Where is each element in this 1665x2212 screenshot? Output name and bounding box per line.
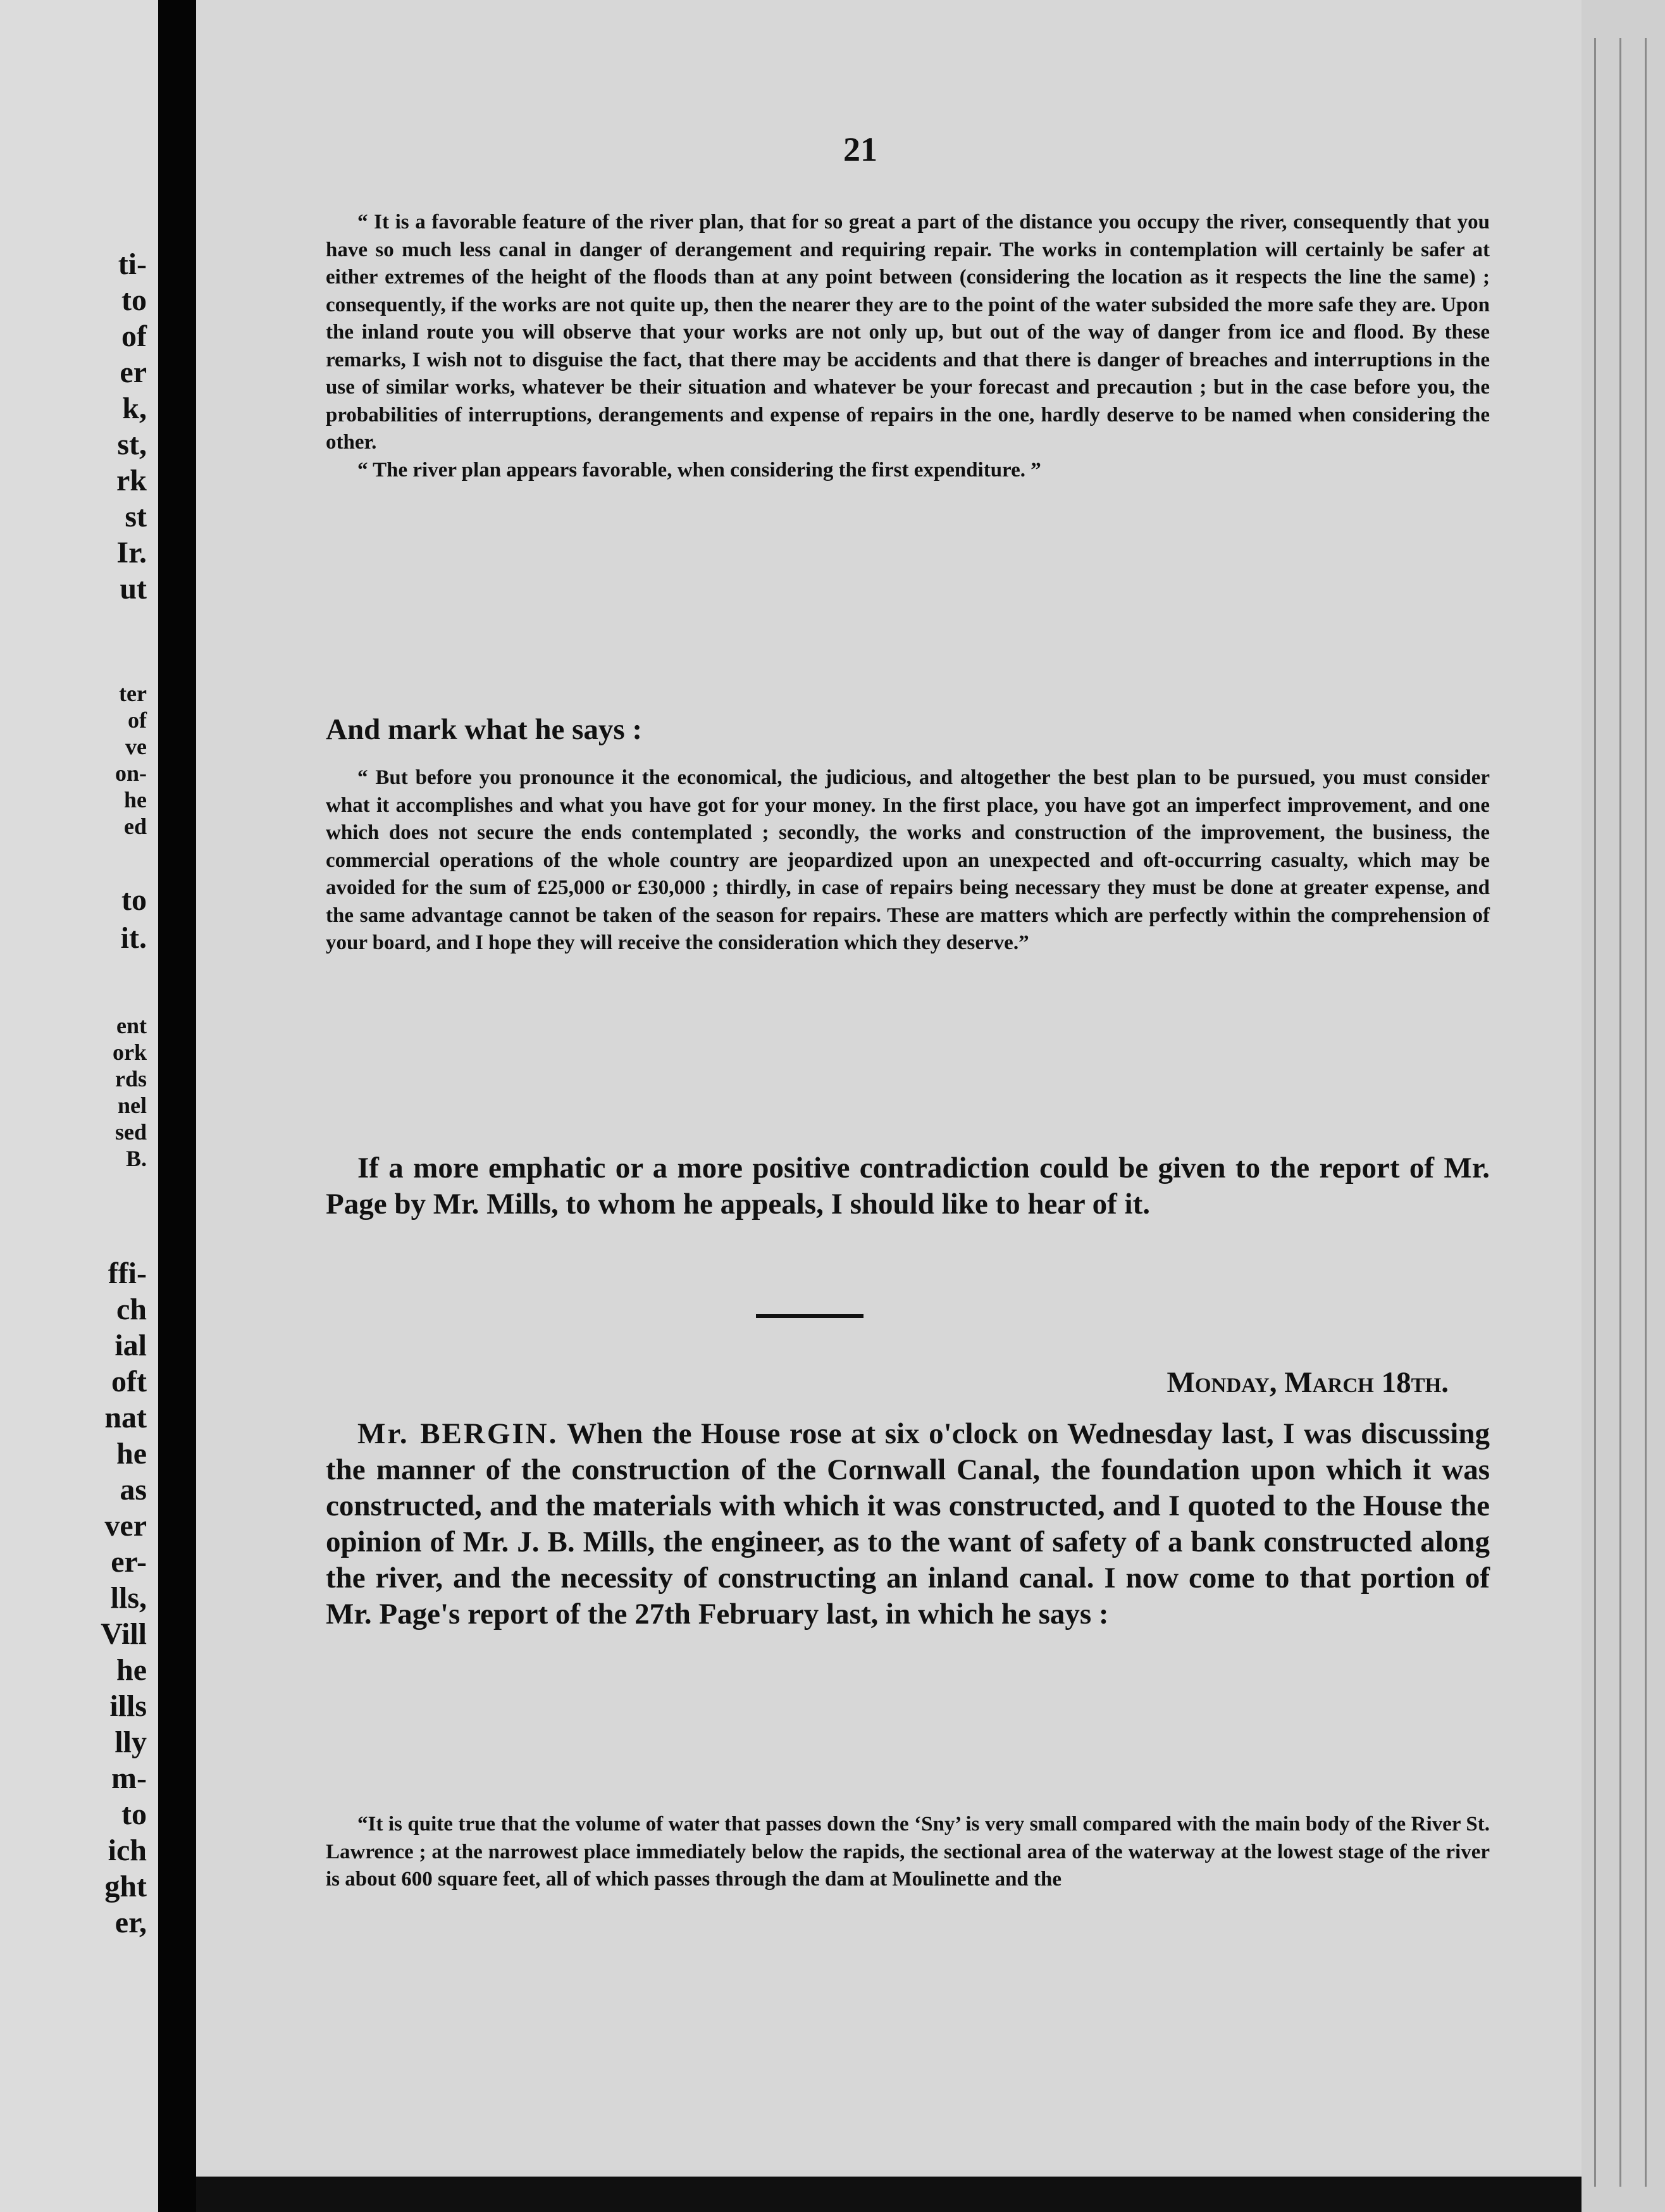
left-margin-fragment: rk xyxy=(116,464,147,497)
left-margin-fragment: to xyxy=(121,1798,147,1831)
quote-paragraph: “ The river plan appears favorable, when considering the first expenditure. ” xyxy=(357,458,1041,482)
left-margin-fragment: nat xyxy=(104,1401,147,1434)
speaker-name: Mr. BERGIN. xyxy=(357,1417,559,1450)
quote-sny xyxy=(326,1811,1490,1894)
quote-paragraph: “ But before you pronounce it the economical, the judicious, and altogether the best plan to be pursued, you must consider what it accomplishes and what you have got for your money. In the first place, you have got an imperfect improvement, and one which does not secure the ends contemplated ; secondly, the works and construction of the improvement, the business, the commercial operations of the whole country are jeopardized upon an unexpected and oft-occurring casualty, which may be avoided for the sum of £25,000 or £30,000 ; thirdly, in case of repairs being necessary they must be done at greater expense, and the same advantage cannot be taken of the season for repairs. These are matters which are perfectly within the comprehension of your board, and I hope they will receive the consideration which they deserve.” xyxy=(326,766,1490,954)
page-edges xyxy=(1581,0,1665,2212)
left-margin-fragment: er, xyxy=(115,1906,147,1939)
left-margin-fragment: ed xyxy=(124,814,147,839)
left-margin-fragment: rds xyxy=(115,1066,147,1091)
left-margin-fragment: B. xyxy=(125,1146,147,1171)
left-margin-fragment: ve xyxy=(125,734,147,759)
left-margin-fragment: ut xyxy=(120,572,147,606)
quote-river-plan xyxy=(326,209,1490,484)
left-margin-fragment: st xyxy=(125,500,147,533)
quote-paragraph: “ It is a favorable feature of the river plan, that for so great a part of the distance you occupy the river, consequently that you have so much less canal in danger of derangement and requiring repair. The works in contemplation will certainly be safer at either extremes of the height of the floods than at any point between (considering the location as it respects the line the same) ; consequently, if the works are not quite up, then the nearer they are to the point of the water subsided the more safe they are. Upon the inland route you will observe that your works are not only up, but out of the way of danger from ice and flood. By these remarks, I wish not to disguise the fact, that there may be accidents and that there is danger of breaches and interruptions in the use of similar works, whatever be their situation and whatever be your forecast and precaution ; but in the case before you, the probabilities of interruptions, derangements and expense of repairs in the one, hardly deserve to be named when considering the other. xyxy=(326,211,1490,454)
speech-text: When the House rose at six o'clock on Wednesday last, I was discussing the manner of the construction of the Cornwall Canal, the foundation upon which it was constructed, and the materials with which it was constructed, and I quoted to the House the opinion of Mr. J. B. Mills, the engineer, as to the want of safety of a bank constructed along the river, and the necessity of constructing an inland canal. I now come to that portion of Mr. Page's report of the 27th February last, in which he says : xyxy=(326,1417,1490,1631)
left-margin-fragment: st, xyxy=(117,428,147,461)
left-margin-fragment: nel xyxy=(117,1093,147,1118)
left-margin-fragment: ich xyxy=(108,1834,147,1867)
paragraph-emphatic: If a more emphatic or a more positive contradiction could be given to the report of Mr. Page by Mr. Mills, to whom he appeals, I should like to hear of it. xyxy=(326,1152,1490,1221)
left-margin-fragment: on- xyxy=(115,761,147,786)
quote-economical xyxy=(326,764,1490,957)
left-margin-fragment: er- xyxy=(111,1545,147,1579)
bottom-shadow xyxy=(196,2177,1581,2212)
left-margin-fragment: ork xyxy=(113,1040,147,1065)
mark-line: And mark what he says : xyxy=(326,713,643,746)
page xyxy=(196,0,1581,2212)
left-margin-fragment: ter xyxy=(119,681,147,706)
left-page-fragment xyxy=(0,0,158,2212)
left-margin-fragment: of xyxy=(121,320,147,353)
left-margin-fragment: ti- xyxy=(118,247,147,281)
left-margin-fragment: he xyxy=(116,1653,147,1687)
left-margin-fragment: ffi- xyxy=(108,1257,147,1290)
left-margin-fragment: of xyxy=(128,707,147,733)
left-margin-fragment: er xyxy=(120,356,147,389)
section-divider xyxy=(756,1314,863,1318)
left-margin-fragment: ght xyxy=(104,1870,147,1903)
left-margin-fragment: k, xyxy=(122,392,147,425)
book-gutter xyxy=(158,0,196,2212)
left-margin-fragment: lly xyxy=(115,1725,147,1759)
quote-paragraph: “It is quite true that the volume of water that passes down the ‘Sny’ is very small compared with the main body of the River St. Lawrence ; at the narrowest place immediately below the rapids, the sectional area of the waterway at the lowest stage of the river is about 600 square feet, all of which passes through the dam at Moulinette and the xyxy=(326,1813,1490,1891)
left-margin-fragment: ial xyxy=(115,1329,147,1362)
bergin-speech xyxy=(326,1416,1490,1632)
left-margin-fragment: as xyxy=(120,1473,147,1507)
left-margin-fragment: it. xyxy=(120,921,147,955)
left-margin-fragment: to xyxy=(121,883,147,917)
left-margin-fragment: lls, xyxy=(110,1581,147,1615)
left-margin-fragment: oft xyxy=(111,1365,147,1398)
left-margin-fragment: Vill xyxy=(101,1617,147,1651)
left-margin-fragment: Ir. xyxy=(116,536,147,569)
left-margin-fragment: m- xyxy=(111,1762,147,1795)
left-margin-fragment: ver xyxy=(104,1509,147,1543)
left-margin-fragment: sed xyxy=(115,1119,147,1145)
left-margin-fragment: ch xyxy=(116,1293,147,1326)
left-margin-fragment: he xyxy=(116,1437,147,1470)
left-margin-fragment: he xyxy=(124,787,147,812)
left-margin-fragment: ills xyxy=(109,1689,147,1723)
left-margin-fragment: to xyxy=(121,283,147,317)
page-number: 21 xyxy=(843,130,877,168)
left-margin-fragment: ent xyxy=(116,1013,147,1038)
dateline: Monday, March 18th. xyxy=(1167,1366,1449,1399)
